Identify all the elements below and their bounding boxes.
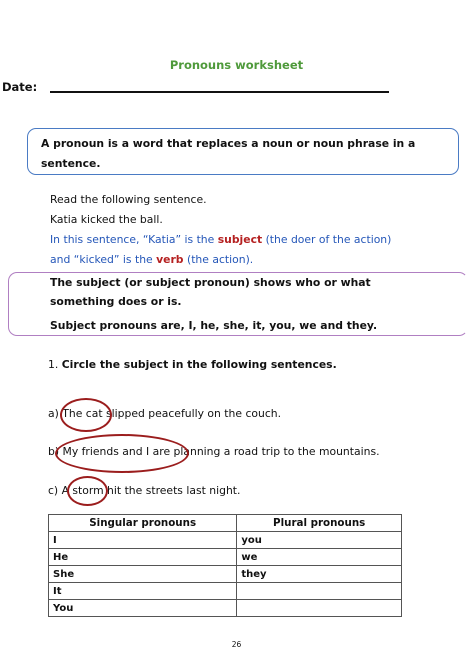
table-cell: we: [237, 549, 402, 566]
table-cell: She: [49, 566, 237, 583]
subject-box-text: [50, 274, 470, 336]
definition-text: A pronoun is a word that replaces a noun or noun phrase in a sentence.: [41, 137, 416, 170]
date-line: [50, 91, 389, 93]
exercise-item-a: a) The cat slipped peacefully on the couch.: [48, 407, 282, 420]
intro-line-3-c: (the doer of the action): [262, 233, 392, 246]
table-cell: He: [49, 549, 237, 566]
subject-box-line-2: something does or is.: [50, 294, 182, 308]
intro-line-1: Read the following sentence.: [50, 193, 207, 206]
circle-mark-c: [67, 476, 108, 506]
subject-box-line-3: Subject pronouns are, I, he, she, it, you, we and they.: [50, 319, 378, 332]
subject-keyword: subject: [217, 233, 263, 246]
table-row: [49, 583, 402, 600]
pronoun-table: [48, 514, 402, 617]
table-cell: they: [237, 566, 402, 583]
circle-mark-b: [55, 434, 189, 473]
circle-mark-a: [60, 398, 112, 432]
table-row: [49, 549, 402, 566]
table-cell: It: [49, 583, 237, 600]
intro-line-4-a: and “kicked” is the: [50, 253, 157, 266]
intro-line-2: Katia kicked the ball.: [50, 213, 163, 226]
table-header-row: [49, 515, 402, 532]
table-cell: You: [49, 600, 237, 617]
intro-line-4: [50, 250, 253, 270]
exercise-item-c: c) A storm hit the streets last night.: [48, 484, 241, 497]
table-row: [49, 532, 402, 549]
exercise-instruction-text: Circle the subject in the following sentences.: [61, 358, 337, 371]
date-label: Date:: [2, 80, 38, 94]
exercise-item-b: b) My friends and I are planning a road trip to the mountains.: [48, 445, 380, 458]
table-cell: you: [237, 532, 402, 549]
table-row: [49, 600, 402, 617]
intro-line-3: [50, 230, 391, 250]
intro-line-3-a: In this sentence, “Katia” is the: [50, 233, 218, 246]
verb-keyword: verb: [156, 253, 184, 266]
exercise-number: 1.: [48, 358, 59, 371]
exercise-instruction: [48, 358, 337, 371]
page-number: 26: [231, 640, 242, 649]
table-row: [49, 566, 402, 583]
table-cell: [237, 583, 402, 600]
table-cell: I: [49, 532, 237, 549]
intro-line-4-c: (the action).: [183, 253, 254, 266]
table-cell: [237, 600, 402, 617]
subject-box-line-1: The subject (or subject pronoun) shows who or what: [50, 276, 371, 289]
worksheet-title: Pronouns worksheet: [169, 58, 304, 72]
table-header-plural: Plural pronouns: [237, 515, 402, 532]
table-header-singular: Singular pronouns: [49, 515, 237, 532]
